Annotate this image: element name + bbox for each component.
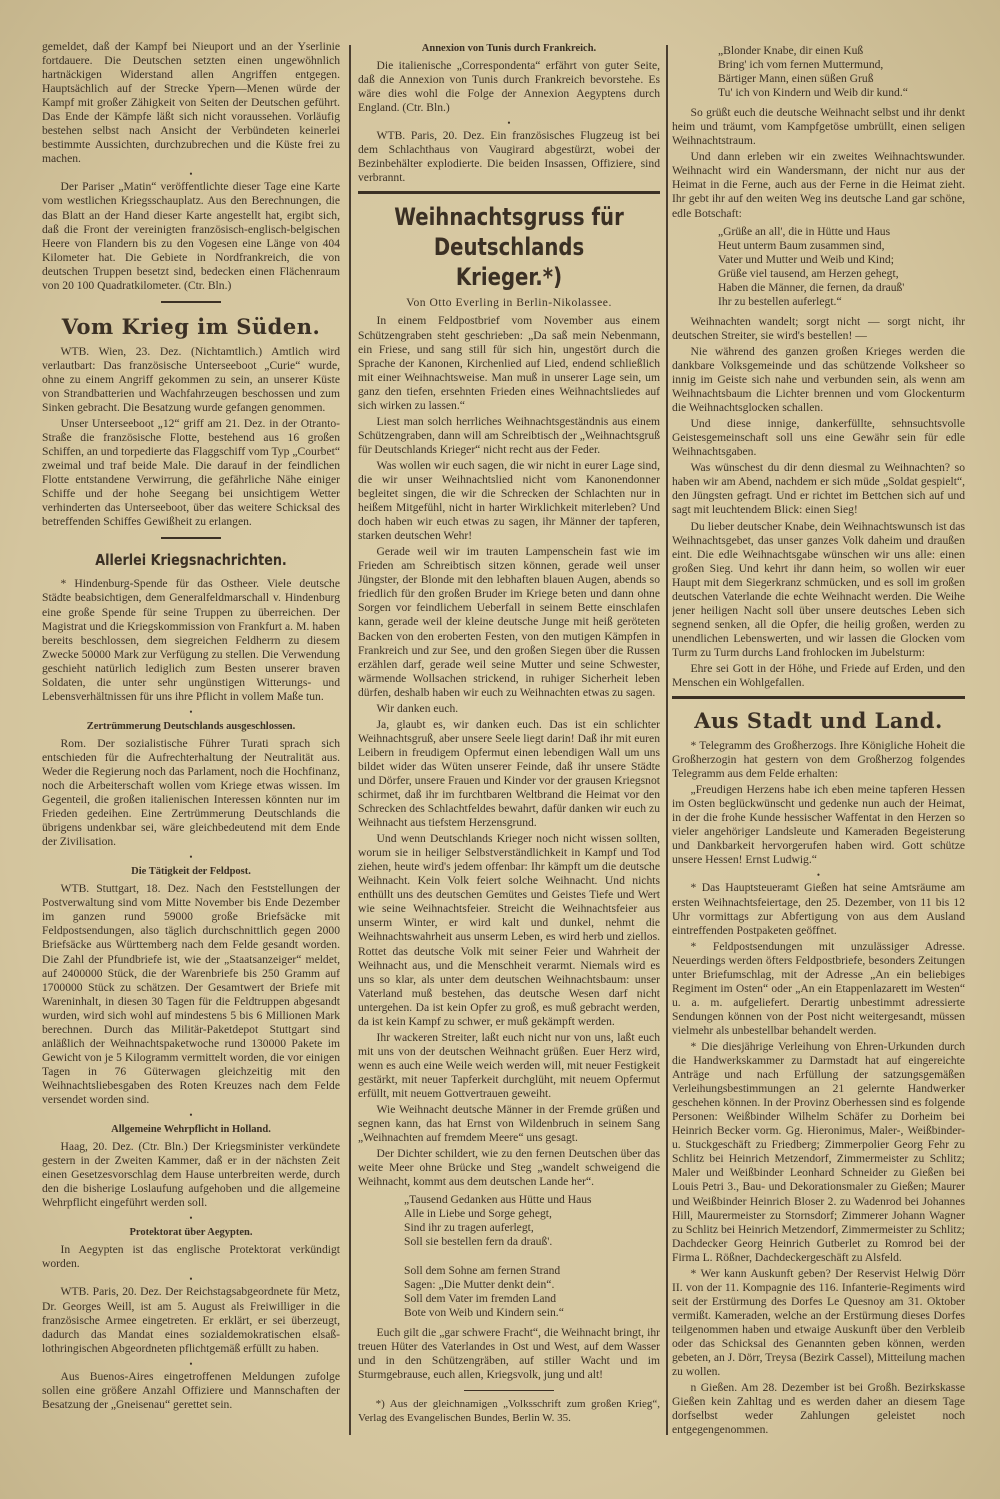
verse-line: Tu' ich von Kindern und Weib dir kund.“ xyxy=(718,86,908,100)
verse-line: Ihr zu bestellen auferlegt.“ xyxy=(718,294,842,308)
verse-line: „Tausend Gedanken aus Hütte und Haus xyxy=(404,1193,592,1207)
verse-line: Bring' ich vom fernen Muttermund, xyxy=(718,58,884,72)
subheading: Protektorat über Aegypten. xyxy=(129,1227,253,1239)
article-paragraph: In einem Feldpostbrief vom November aus einem Schützengraben steht geschrieben: „Da saß mein Nebenmann, ein Friese, und sang still für sich hin, ungestört durch die Sprache der Kanonen, Kirchenlied auf Lied, endend schließlich mit einer Weihnachtsweise. Man muß in unserer Lage sein, um ganz den tiefen, ersehnten Frieden eines Weihnachtsliedes auf sich wirken zu lassen.“ xyxy=(358,314,660,412)
article-paragraph: Ihr wackeren Streiter, laßt euch nicht nur von uns, laßt euch mit uns von der deutschen Weihnacht grüßen. Euer Herz wird, wenn es auch eine Weile weich werden will, mit neuer Festigkeit gestärkt, mit neuer Tapferkeit durchglüht, mit neuem Opfermut erfüllt, mit neuem Gottvertrauen geweiht. xyxy=(358,1030,660,1100)
article-paragraph: Der Dichter schildert, wie zu den fernen Deutschen über das weite Meer ohne Brücke und Steg „wandelt schweigend die Weihnacht, kommt aus dem deutschen Lande her“. xyxy=(358,1147,660,1189)
column-divider xyxy=(349,45,351,1435)
article-paragraph: Nie während des ganzen großen Krieges werden die dankbare Volksgemeinde und das schützende Volksheer so innig im Geiste sich nahe und verbunden sein, als wenn am Weihnachtsbaum die Lichter brennen und vom Glockenturm die Weihnachtsglocken schallen. xyxy=(672,344,965,415)
article-paragraph: Der Pariser „Matin“ veröffentlichte dieser Tage eine Karte vom westlichen Kriegsschauplatz. Aus den Berechnungen, die das Blatt an der Hand dieser Karte angestellt hat, ergibt sich, daß die Front der vereinigten französisch-englisch-belgischen Heere von Flandern bis zu den Vogesen eine Länge von 404 Kilometer hat. Die Gebiete in Nordfrankreich, die von deutschen Truppen besetzt sind, bedecken einen Flächenraum von 20 100 Quadratkilometer. (Ctr. Bln.) xyxy=(42,180,340,292)
article-paragraph: Du lieber deutscher Knabe, dein Weihnachtswunsch ist das Weihnachtsgebet, das unser ganzes Volk daheim und draußen eint. Die edle Weihnachtsgabe wünschen wir uns alle: einen großen Sieg. Und kehrt ihr dann heim, so wollen wir euer Haupt mit dem Siegerkranz schmücken, und es soll im großen deutschen Vaterlande die echte Weihnacht werden. Die Weihe jener heiligen Nacht soll über unsere deutsches Leben sich segnend senken, all die Opfer, die heilig großen, werden zu unendlichen Lebenswerten, und wir lassen die Glocken vom Turm zu Turm durchs Land frohlocken im Jubelsturm: xyxy=(672,519,965,659)
article-paragraph: * Wer kann Auskunft geben? Der Reservist Helwig Dörr II. von der 11. Kompagnie des 116. Infanterie-Regiments wird seit der Erstürmung des Dorfes Le Quesnoy am 31. Oktober vermißt. Kameraden, welche an der Erstürmung dieses Dorfes teilgenommen haben und etwaige Auskunft über den Verbleib oder das Schicksal des Genannten geben können, werden gebeten, an J. Dörr, Treysa (Bezirk Cassel), Mitteilung machen zu wollen. xyxy=(672,1266,965,1379)
verse-line: Bote von Weib und Kindern sein.“ xyxy=(404,1305,564,1319)
article-paragraph: Wir danken euch. xyxy=(376,701,459,715)
separator-dot: • xyxy=(189,1110,193,1121)
subheading: Zertrümmerung Deutschlands ausgeschlossen. xyxy=(86,720,296,732)
verse-line: Haben die Männer, die fernen, da drauß' xyxy=(718,280,905,294)
article-paragraph: So grüßt euch die deutsche Weihnacht selbst und ihr denkt heim und träumt, vom Kampfgetöse umbrüllt, einen seligen Weihnachtstraum. xyxy=(672,106,965,148)
article-paragraph: Und dann erleben wir ein zweites Weihnachtswunder. Weihnacht wird ein Wandersmann, der nicht nur aus der Heimat in die Ferne, auch aus der Ferne in die Heimat zieht. Ihr gebt ihr auf den weiten Weg ins deutsche Land gar schöne, edle Botschaft: xyxy=(672,150,965,220)
article-paragraph: Aus Buenos-Aires eingetroffenen Meldungen zufolge sollen eine größere Anzahl Offiziere und Mannschaften der Besatzung der „Gneisenau“ gerettet sein. xyxy=(42,1369,340,1411)
verse-line: Sagen: „Die Mutter denkt dein“. xyxy=(404,1277,555,1291)
section-heading: Allerlei Kriegsnachrichten. xyxy=(95,551,287,570)
verse-block xyxy=(718,225,965,309)
article-paragraph: In Aegypten ist das englische Protektorat verkündigt worden. xyxy=(42,1243,340,1271)
verse-block xyxy=(404,1193,660,1319)
separator-dot: • xyxy=(189,169,193,180)
article-paragraph: Rom. Der sozialistische Führer Turati sprach sich entschieden für die Aufrechterhaltung der Neutralität aus. Weder die Regierung noch das Parlament, noch die Hochfinanz, noch die Arbeiterschaft wollen vom Kriege etwas wissen. Im Gegenteil, die großen italienischen Interessen könnten nur im Frieden gedeihen. Eine Zertrümmerung Deutschlands die übrigens undenkbar sei, wäre gleichbedeutend mit dem Ende der Zivilisation. xyxy=(42,736,340,849)
article-paragraph: Liest man solch herrliches Weihnachtsgeständnis aus einem Schützengraben, dann will am Schreibtisch der „Weihnachtsgruß für Deutschlands Krieger“ nicht recht aus der Feder. xyxy=(358,414,660,456)
byline: Von Otto Everling in Berlin-Nikolassee. xyxy=(406,296,612,310)
article-paragraph: Ja, glaubt es, wir danken euch. Das ist ein schlichter Weihnachtsgruß, aber unsere Seele liegt darin! Daß ihr mit euren Leibern in freudigem Opfermut einen lebendigen Wall um uns bildet wider das Wüten unserer Feinde, daß ihr unsere Städte und Dörfer, unsere Frauen und Kinder vor der grausen Kriegsnot schirmet, daß ihr im furchtbaren Weltbrand die Heimat vor den Schrecken des Schlachtfeldes bewahrt, dafür danken wir euch zu Weihnacht aus tiefstem Herzensgrund. xyxy=(358,717,660,830)
article-paragraph: * Feldpostsendungen mit unzulässiger Adresse. Neuerdings werden öfters Feldpostbriefe, besonders Zeitungen unter Briefumschlag, mit der Adresse „An ein beliebiges Regiment im Osten“ oder „An ein Etappenlazarett im Westen“ u. a. m. aufgeliefert. Derartig unbestimmt adressierte Sendungen können von der Post nicht weitergesandt, müssen vielmehr als unbestellbar behandelt werden. xyxy=(672,939,965,1037)
article-paragraph: WTB. Stuttgart, 18. Dez. Nach den Feststellungen der Postverwaltung sind vom Mitte November bis Ende Dezember im ganzen rund 59000 große Briefsäcke mit Feldpostsendungen, also täglich durchschnittlich gegen 2000 Briefsäcke aus Württemberg nach dem Felde gesandt worden. Die Zahl der Pfundbriefe ist, wie der „Staatsanzeiger“ meldet, auf 2400000 Stück, die der Warenbriefe bis 250 Gramm auf 1700000 Stück zu schätzen. Der Gesamtwert der Briefe mit Wareninhalt, in diesen 30 Tagen für die Feldtruppen abgesandt wurden, wird sich wohl auf mindestens 5 bis 6 Millionen Mark berechnen. Durch das Militär-Paketdepot Stuttgart sind anläßlich der Weihnachtspaketwoche rund 130000 Pakete im Gewicht von je 5 Kilogramm vermittelt worden, die vor einigen Tagen in 76 Güterwagen gleichzeitig mit den Weihnachtsliebesgaben des Roten Kreuzes nach dem Felde versendet worden sind. xyxy=(42,882,340,1106)
column-middle xyxy=(358,40,660,1440)
article-paragraph: Ehre sei Gott in der Höhe, und Friede auf Erden, und den Menschen ein Wohlgefallen. xyxy=(672,661,965,690)
divider-rule xyxy=(161,301,221,303)
verse-line: Soll dem Vater im fremden Land xyxy=(404,1291,557,1305)
verse-line: Bärtiger Mann, einen süßen Gruß xyxy=(718,72,874,86)
article-paragraph: Und diese innige, dankerfüllte, sehnsuchtsvolle Geistesgemeinschaft soll uns eine Gewähr sein für edle Weihnachtsgaben. xyxy=(672,417,965,459)
subheading: Die Tätigkeit der Feldpost. xyxy=(131,866,251,878)
article-paragraph: Und wenn Deutschlands Krieger noch nicht wissen sollten, worum sie in heiliger Selbstverständlichkeit in Kampf und Tod ziehen, heute wird's jedem offenbar: Ihr kämpft um die deutsche Weihnacht. Kein Volk feiert solche Weihnacht. Und nichts enthüllt uns des deutschen Gemütes und Geistes Tiefe und Wert wie seine Weihnachtsfeier. Streicht die Weihnachtsfeier aus unserm Winter, er wird kalt und dunkel, nehmt die Weihnachtswahrheit aus unserm Leben, es wird herb und ziellos. Rottet das deutsche Volk mit seiner Feier und Wahrheit der Weihnacht aus, und die Menschheit verarmt. Niemals wird es uns so klar, als unter dem deutschen Weihnachtsbaum: unser Vaterland muß bestehen, das deutsche Wesen darf nicht untergehen. Da ist kein Opfer zu groß, es muß gebracht werden, da ist kein Kampf zu schwer, er muß gekämpft werden. xyxy=(358,832,660,1028)
separator-dot: • xyxy=(816,870,821,881)
article-paragraph: n Gießen. Am 28. Dezember ist bei Großh. Bezirkskasse Gießen kein Zahltag und es werden daher an diesem Tage dorfselbst weder Zahlungen geleistet noch entgegengenommen. xyxy=(672,1381,965,1437)
separator-dot: • xyxy=(507,118,511,129)
verse-line: „Grüße an all', die in Hütte und Haus xyxy=(718,224,891,238)
article-paragraph: * Das Hauptsteueramt Gießen hat seine Amtsräume am ersten Weihnachtsfeiertage, den 25. Dezember, von 11 bis 12 Uhr vormittags zur Abfertigung von aus dem Ausland eintreffenden Postpaketen geöffnet. xyxy=(672,881,965,937)
verse-line: Heut unterm Baum zusammen sind, xyxy=(718,238,885,252)
column-right xyxy=(672,40,965,1440)
article-paragraph: Wie Weihnacht deutsche Männer in der Fremde grüßen und segnen kann, das hat Ernst von Wildenbruch in seinem Sang „Weihnachten auf fremdem Meere“ uns gesagt. xyxy=(358,1103,660,1145)
separator-dot: • xyxy=(189,706,193,717)
verse-line: Soll sie bestellen fern da drauß'. xyxy=(404,1235,553,1249)
verse-line: Grüße viel tausend, am Herzen gehegt, xyxy=(718,266,899,280)
article-paragraph: Was wünschest du dir denn diesmal zu Weihnachten? so haben wir am Abend, nachdem er sich müde „Soldat gespielt“, den Jüngsten gefragt. Und er richtet im Bettchen sich auf und sagt mit leuchtendem Blick: einen Sieg! xyxy=(672,461,965,517)
separator-dot: • xyxy=(189,1358,193,1369)
article-paragraph: WTB. Paris, 20. Dez. Ein französisches Flugzeug ist bei dem Schlachthaus von Vaugirard abgestürzt, wobei der Bezinbehälter explodierte. Die beiden Insassen, Offiziere, sind verbrannt. xyxy=(358,129,660,185)
article-paragraph: WTB. Paris, 20. Dez. Der Reichstagsabgeordnete für Metz, Dr. Georges Weill, ist am 5. August als Freiwilliger in die französische Armee eingetreten. Er erklärt, er sei überzeugt, dadurch das Mandat eines sozialdemokratischen elsaß-lothringischen Abgeordneten pflichtgemäß erfüllt zu haben. xyxy=(42,1285,340,1355)
divider-rule xyxy=(464,1390,554,1392)
article-paragraph: Euch gilt die „gar schwere Fracht“, die Weihnacht bringt, ihr treuen Hüter des Vaterlandes in Ost und West, auf dem Wasser und in den Schützengräben, auf stiller Wacht und im Sturmgebrause, euch allen, Kriegsvolk, jung und alt! xyxy=(358,1325,660,1381)
verse-line: Alle in Liebe und Sorge gehegt, xyxy=(404,1207,552,1221)
article-paragraph: Weihnachten wandelt; sorgt nicht — sorgt nicht, ihr deutschen Streiter, sie wird's bestellen! — xyxy=(672,314,965,342)
article-paragraph: Unser Unterseeboot „12“ griff am 21. Dez. in der Otranto-Straße die französische Flotte, bestehend aus 16 großen Schiffen, an und torpedierte das Flaggschiff vom Typ „Courbet“ zweimal und traf beide Male. Die darauf in der feindlichen Flotte entstandene Verwirrung, die gefährliche Nähe einiger Schiffe und der hohe Seegang bei unsichtigem Wetter verhinderten das Unterseeboot, über das weitere Schicksal des betreffenden Schiffes Gewißheit zu erlangen. xyxy=(42,417,340,529)
article-paragraph: gemeldet, daß der Kampf bei Nieuport und an der Yserlinie fortdauere. Die Deutschen setzten einen ungewöhnlich hartnäckigen Widerstand allen Angriffen entgegen. Hauptsächlich auf der Strecke Ypern—Menen würde der Kampf mit großer Zähigkeit von Seiten der Deutschen geführt. Das Ende der Kämpfe läßt sich nicht voraussehen. Vorläufig bestehen selbst nach Ansicht der Verbündeten keinerlei bestimmte Aussichten, durchzubrechen und die Küste frei zu machen. xyxy=(42,40,340,166)
footnote: *) Aus der gleichnamigen „Volksschrift zum großen Krieg“, Verlag des Evangelischen Bundes, Berlin W. 35. xyxy=(358,1398,660,1425)
article-paragraph: * Hindenburg-Spende für das Ostheer. Viele deutsche Städte beabsichtigen, dem Generalfeldmarschall v. Hindenburg eine große Spende für seine Truppen zu überreichen. Der Magistrat und die Kriegskommission von Frankfurt a. M. haben bereits beschlossen, dem siegreichen Feldherrn zu diesem Zwecke 50000 Mark zur Verfügung zu stellen. Die Verwendung geschieht natürlich lediglich zum Besten unserer braven Soldaten, die unter sehr ungünstigen Witterungs- und Lebensverhältnissen für uns ihre Pflicht in vollem Maße tun. xyxy=(42,577,340,703)
verse-line xyxy=(404,1250,660,1264)
verse-line: Sind ihr zu tragen auferlegt, xyxy=(404,1221,534,1235)
section-heading: Vom Krieg im Süden. xyxy=(61,313,321,339)
article-paragraph: Die italienische „Correspondenta“ erfährt von guter Seite, daß die Annexion von Tunis durch Frankreich bevorstehe. Es wäre dies wohl die Folge der Annexion Aegyptens durch England. (Ctr. Bln.) xyxy=(358,59,660,115)
subheading: Allgemeine Wehrpflicht in Holland. xyxy=(111,1124,271,1136)
verse-line: Soll dem Sohne am fernen Strand xyxy=(404,1263,561,1277)
verse-block xyxy=(718,44,965,100)
separator-dot: • xyxy=(189,1274,193,1285)
section-heading: Aus Stadt und Land. xyxy=(694,708,943,734)
article-paragraph: Was wollen wir euch sagen, die wir nicht in eurer Lage sind, die wir unser Weihnachtslied nicht vom Kanonendonner begleitet singen, die wir die Schrecken der Schlachten nur in heißem Mitgefühl, nicht in harter Wirklichkeit miterleben? Und doch haben wir euch etwas zu sagen, ihr Männer der tapferen, starken deutschen Wehr! xyxy=(358,458,660,543)
divider-rule xyxy=(672,696,965,699)
divider-rule xyxy=(358,191,660,194)
separator-dot: • xyxy=(189,1213,193,1224)
article-paragraph: Haag, 20. Dez. (Ctr. Bln.) Der Kriegsminister verkündete gestern in der Zweiten Kammer, daß er in der nächsten Zeit einen Gesetzesvorschlag dem Hause unterbreiten werde, durch den die bisherige Loslaufung aufgehoben und die allgemeine Wehrpflicht eingeführt werden soll. xyxy=(42,1140,340,1210)
subheading: Annexion von Tunis durch Frankreich. xyxy=(421,43,597,54)
article-paragraph: * Telegramm des Großherzogs. Ihre Königliche Hoheit die Großherzogin hat gestern von dem Großherzog folgendes Telegramm aus dem Felde erhalten: xyxy=(672,739,965,781)
article-paragraph: WTB. Wien, 23. Dez. (Nichtamtlich.) Amtlich wird verlautbart: Das französische Unterseeboot „Curie“ wurde, ohne zu einem Angriff gekommen zu sein, an unserer Küste von Strandbatterien und Wachfahrzeugen beschossen und zum Sinken gebracht. Die Besatzung wurde gefangen genommen. xyxy=(42,344,340,414)
column-divider xyxy=(666,45,668,1435)
column-left xyxy=(42,40,340,1440)
verse-line: „Blonder Knabe, dir einen Kuß xyxy=(718,44,864,57)
verse-line: Vater und Mutter und Weib und Kind; xyxy=(718,252,894,266)
article-title: Weihnachtsgruss für Deutschlands Krieger.*) xyxy=(394,203,624,292)
divider-rule xyxy=(161,537,221,539)
article-paragraph: „Freudigen Herzens habe ich eben meine tapferen Hessen im Osten beglückwünscht und gedenke nun auch der Heimat, in der die frohe Kunde hessischer Waffentat in den Herzen so vieler angehöriger Landsleute und Kameraden Begeisterung und Dankbarkeit hervorgerufen haben wird. Gott schütze unsere Hessen! Ernst Ludwig.“ xyxy=(672,783,965,867)
article-paragraph: Gerade weil wir im trauten Lampenschein fast wie im Frieden am Schreibtisch sitzen können, gerade weil unser Jüngster, der Blonde mit den lebhaften blauen Augen, abends so friedlich für den großen Bruder im Kriege beten und dann ohne Sorgen vor feindlichem Ueberfall in seinem Bette einschlafen kann, gerade weil der kleine deutsche Junge mit heiß geröteten Backen von den eroberten Festen, von den mutigen Kämpfen in Frankreich und zur See, und den großen Siegen über die Russen erzählen darf, gerade weil seine Mutter und seine Schwester, wärmende Wollsachen strickend, in ruhiger Sicherheit leben dürfen, deshalb haben wir euch zu Weihnachten etwas zu sagen. xyxy=(358,545,660,699)
article-paragraph: * Die diesjährige Verleihung von Ehren-Urkunden durch die Handwerkskammer zu Darmstadt hat auf eingereichte Anträge und nach Erfüllung der satzungsgemäßen Verleihungsbestimmungen an 21 gelernte Handwerker geschehen können. In der Provinz Oberhessen sind es folgende Personen: Weißbinder Wilhelm Schäfer zu Dorheim bei Heinrich Becker vorm. Gg. Hieronimus, Maler-, Weißbinder- u. Stuckgeschäft zu Friedberg; Zimmerpolier Georg Fehr zu Schlitz bei Heinrich Metzendorf, Zimmermeister zu Schlitz; Maler und Weißbinder Leonhard Schneider zu Gießen bei Louis Petri 3., Bau- und Dekorationsmaler zu Gießen; Maurer und Weißbinder Heinrich Bloser 2. zu Wadenrod bei Johannes Hill, Maurermeister zu Stornsdorf; Zimmerer Johann Wagner zu Schlitz bei Heinrich Metzendorf, Zimmermeister zu Schlitz; Dachdecker Georg Heinrich Gutberlet zu Romrod bei der Firma L. Rößner, Dachdeckergeschäft zu Alsfeld. xyxy=(672,1040,965,1264)
separator-dot: • xyxy=(189,852,193,863)
